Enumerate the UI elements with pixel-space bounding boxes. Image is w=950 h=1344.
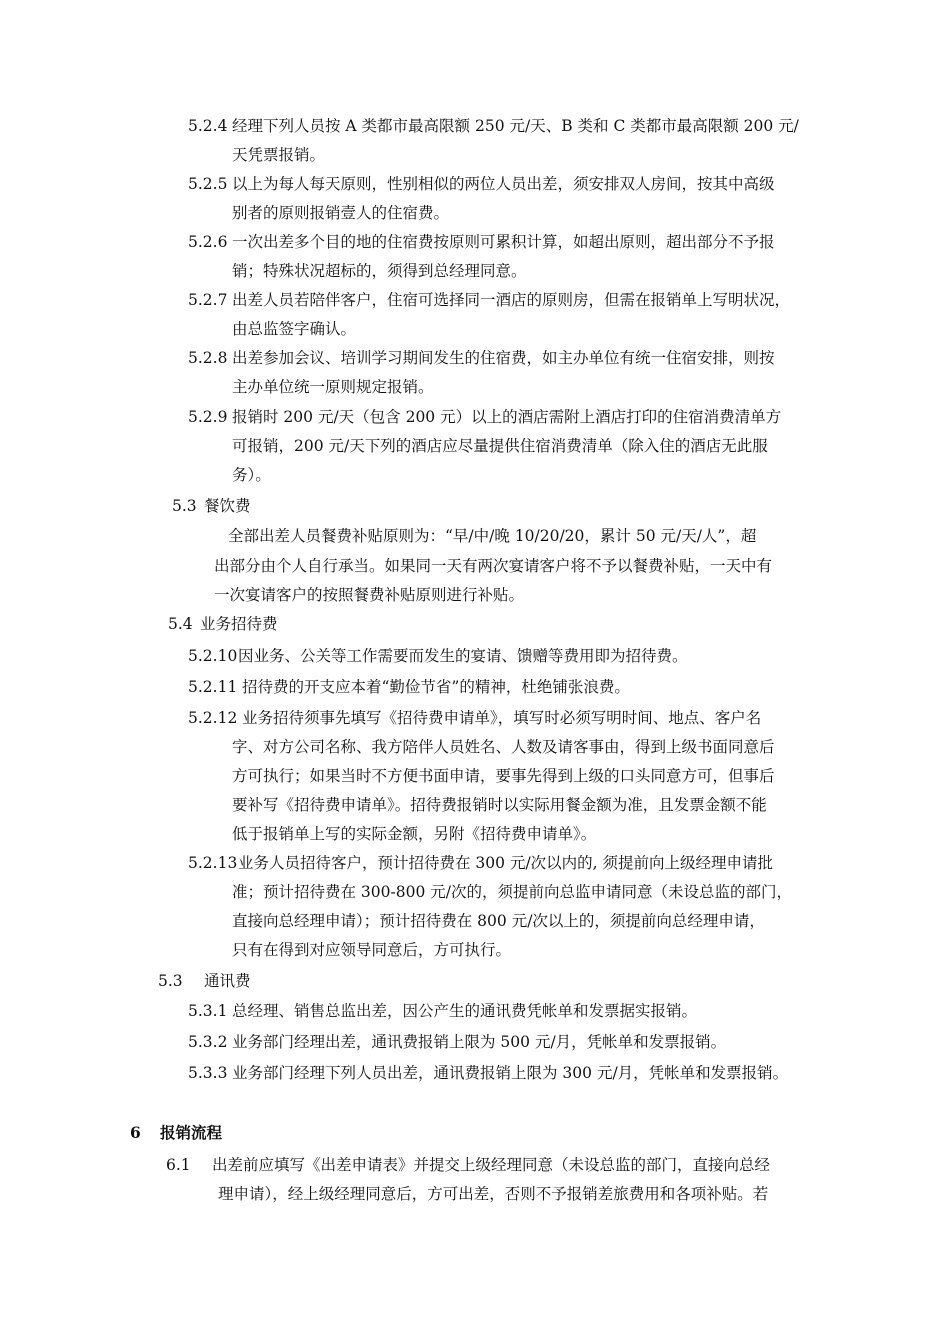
section-meals-heading — [172, 492, 251, 521]
item-5-2-8-line-2: 主办单位统一原则规定报销。 — [232, 378, 434, 396]
meals-line-1: 全部出差人员餐费补贴原则为：“早/中/晚 10/20/20，累计 50 元/天/人”，超 — [228, 527, 757, 545]
item-5-2-13-line-2: 准；预计招待费在 300-800 元/次的，须提前向总监申请同意（未设总监的部门， — [232, 883, 792, 901]
item-number: 6.1 — [166, 1156, 191, 1174]
section-process-heading — [130, 1118, 222, 1147]
item-6-1-line-1 — [166, 1151, 770, 1180]
item-5-2-13-line-1 — [188, 849, 773, 878]
item-text: 出差参加会议、培训学习期间发生的住宿费，如主办单位有统一住宿安排，则按 — [232, 349, 775, 367]
item-5-2-4-line-2: 天凭票报销。 — [232, 146, 326, 164]
item-number: 5.3.3 — [188, 1064, 228, 1082]
item-5-2-7-line-1 — [188, 286, 790, 315]
item-5-2-12-line-5: 低于报销单上写的实际金额，另附《招待费申请单》。 — [232, 825, 597, 843]
meals-line-3: 一次宴请客户的按照餐费补贴原则进行补贴。 — [214, 586, 525, 604]
item-5-2-9-line-3: 务）。 — [232, 466, 271, 484]
item-5-2-12-line-1 — [188, 704, 761, 733]
item-number: 5.2.12 — [188, 709, 238, 727]
item-5-2-13-line-4: 只有在得到对应领导同意后，方可执行。 — [232, 941, 512, 959]
section-title: 通讯费 — [204, 972, 251, 990]
item-text: 出差人员若陪伴客户，住宿可选择同一酒店的原则房，但需在报销单上写明状况， — [232, 291, 791, 309]
section-title: 报销流程 — [160, 1123, 223, 1142]
section-title: 业务招待费 — [200, 615, 278, 633]
item-number: 5.3.2 — [188, 1033, 228, 1051]
item-text: 报销时 200 元/天（包含 200 元）以上的酒店需附上酒店打印的住宿消费清单方 — [232, 408, 782, 426]
item-5-2-5-line-2: 别者的原则报销壹人的住宿费。 — [232, 204, 450, 222]
item-5-3-3 — [188, 1059, 788, 1088]
item-5-3-1 — [188, 997, 697, 1026]
section-number: 5.3 — [158, 972, 183, 990]
item-number: 5.2.4 — [188, 117, 228, 135]
item-number: 5.2.5 — [188, 175, 228, 193]
section-comm-heading — [158, 967, 251, 996]
item-5-2-9-line-1 — [188, 403, 781, 432]
item-number: 5.3.1 — [188, 1002, 228, 1020]
section-number: 5.3 — [172, 497, 197, 515]
item-text: 业务部门经理下列人员出差，通讯费报销上限为 300 元/月，凭帐单和发票报销。 — [232, 1064, 789, 1082]
item-number: 5.2.11 — [188, 678, 238, 696]
item-5-2-8-line-1 — [188, 344, 775, 373]
item-text: 业务部门经理出差，通讯费报销上限为 500 元/月，凭帐单和发票报销。 — [232, 1033, 727, 1051]
item-5-2-12-line-3: 方可执行；如果当时不方便书面申请，要事先得到上级的口头同意方可，但事后 — [232, 767, 775, 785]
item-5-2-9-line-2: 可报销，200 元/天下列的酒店应尽量提供住宿消费清单（除入住的酒店无此服 — [232, 437, 768, 455]
item-number: 5.2.9 — [188, 408, 228, 426]
item-5-2-6-line-1 — [188, 228, 775, 257]
item-5-2-12-line-4: 要补写《招待费申请单》。招待费报销时以实际用餐金额为准，且发票金额不能 — [232, 796, 767, 814]
item-number: 5.2.10 — [188, 647, 238, 665]
item-5-2-6-line-2: 销；特殊状况超标的，须得到总经理同意。 — [232, 262, 527, 280]
item-5-2-12-line-2: 字、对方公司名称、我方陪伴人员姓名、人数及请客事由，得到上级书面同意后 — [232, 738, 775, 756]
section-number: 5.4 — [168, 615, 193, 633]
item-text: 一次出差多个目的地的住宿费按原则可累积计算，如超出原则，超出部分不予报 — [232, 233, 775, 251]
section-title: 餐饮费 — [204, 497, 251, 515]
item-text: 因业务、公关等工作需要而发生的宴请、馈赠等费用即为招待费。 — [238, 647, 688, 665]
item-text: 以上为每人每天原则，性别相似的两位人员出差，须安排双人房间，按其中高级 — [232, 175, 775, 193]
item-number: 5.2.13 — [188, 854, 238, 872]
meals-line-2: 出部分由个人自行承当。如果同一天有两次宴请客户将不予以餐费补贴，一天中有 — [214, 557, 773, 575]
item-text: 出差前应填写《出差申请表》并提交上级经理同意（未设总监的部门，直接向总经 — [212, 1156, 771, 1174]
item-text: 招待费的开支应本着“勤俭节省”的精神，杜绝铺张浪费。 — [242, 678, 630, 696]
item-number: 5.2.7 — [188, 291, 228, 309]
item-5-2-11 — [188, 673, 630, 702]
item-5-2-4-line-1 — [188, 112, 799, 141]
item-text: 总经理、销售总监出差，因公产生的通讯费凭帐单和发票据实报销。 — [232, 1002, 698, 1020]
item-text: 经理下列人员按 A 类都市最高限额 250 元/天、B 类和 C 类都市最高限额 200 元/ — [232, 117, 799, 135]
section-number: 6 — [130, 1123, 141, 1142]
item-6-1-line-2: 理申请），经上级经理同意后，方可出差，否则不予报销差旅费用和各项补贴。若 — [218, 1185, 769, 1203]
item-text: 业务招待须事先填写《招待费申请单》，填写时必须写明时间、地点、客户名 — [242, 709, 762, 727]
item-5-2-7-line-2: 由总监签字确认。 — [232, 320, 357, 338]
item-number: 5.2.8 — [188, 349, 228, 367]
item-5-3-2 — [188, 1028, 726, 1057]
item-5-2-13-line-3: 直接向总经理申请）；预计招待费在 800 元/次以上的，须提前向总经理申请， — [232, 912, 765, 930]
item-text: 业务人员招待客户，预计招待费在 300 元/次以内的, 须提前向上级经理申请批 — [238, 854, 774, 872]
section-hospitality-heading — [168, 610, 278, 639]
item-5-2-5-line-1 — [188, 170, 775, 199]
item-5-2-10 — [188, 642, 688, 671]
item-number: 5.2.6 — [188, 233, 228, 251]
